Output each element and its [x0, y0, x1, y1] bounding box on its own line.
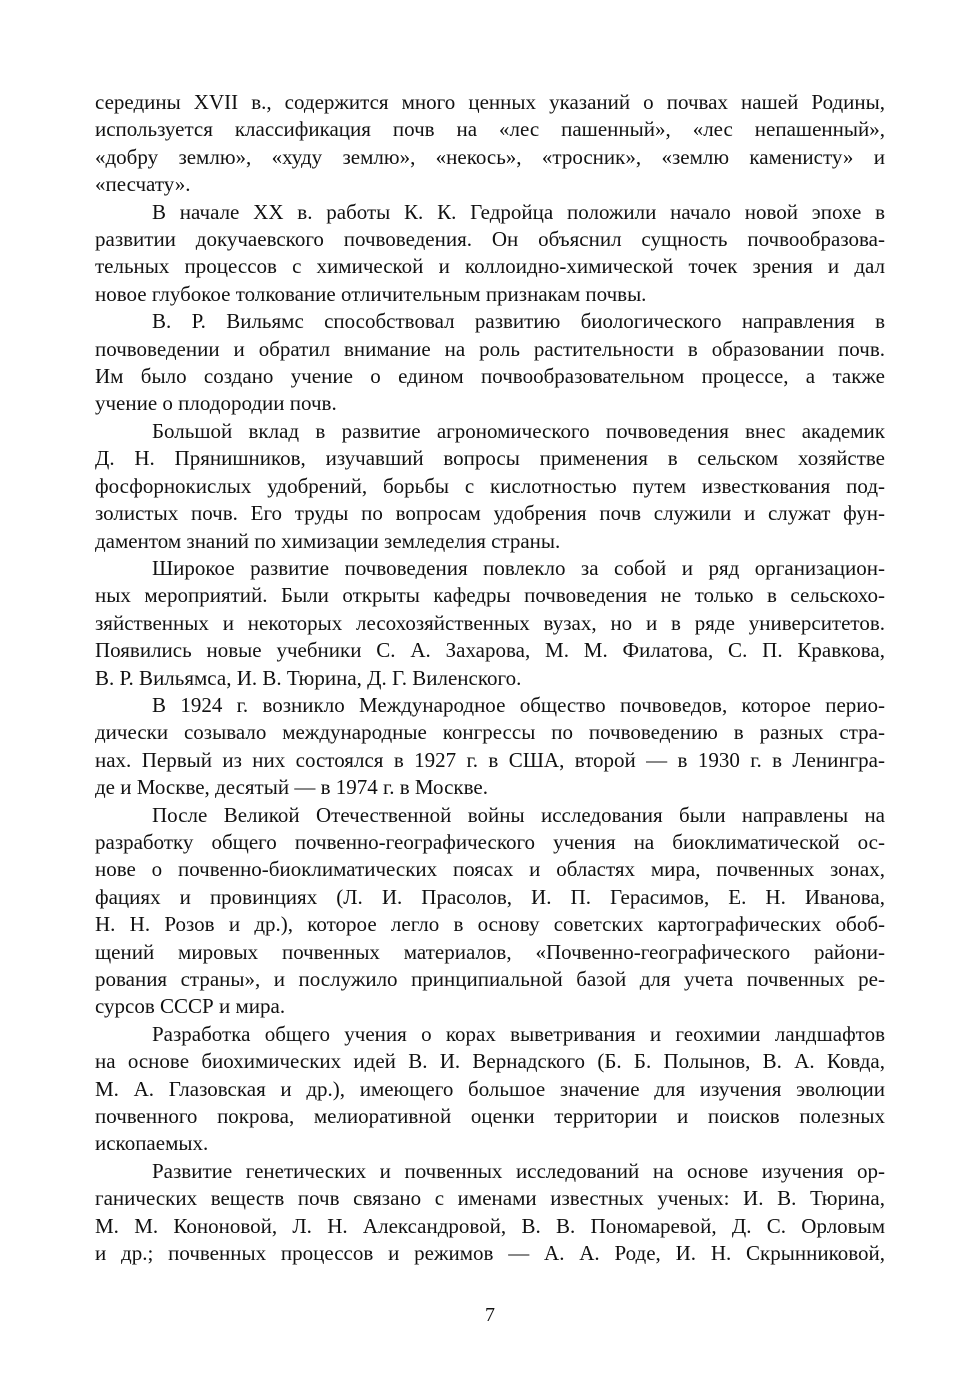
text-line: золистых почв. Его труды по вопросам удобрения почв служили и служат фун-	[95, 501, 885, 526]
paragraph	[95, 1158, 885, 1268]
text-line: М. М. Кононовой, Л. Н. Александровой, В. В. Пономаревой, Д. С. Орловым	[95, 1213, 885, 1238]
text-line: учение о плодородии почв.	[95, 391, 337, 416]
text-line: Большой вклад в развитие агрономического почвоведения внес академик	[152, 418, 885, 443]
text-line: используется классификация почв на «лес пашенный», «лес непашенный»,	[95, 117, 885, 142]
text-line: Н. Н. Розов и др.), которое легло в основу советских картографических обоб-	[95, 912, 885, 937]
text-line: нах. Первый из них состоялся в 1927 г. в США, второй — в 1930 г. в Ленингра-	[95, 747, 885, 772]
text-line: «добру землю», «худу землю», «некось», «тросник», «землю каменисту» и	[95, 144, 885, 169]
text-line: Им было создано учение о едином почвообразовательном процессе, а также	[95, 364, 885, 389]
text-line: на основе биохимических идей В. И. Вернадского (Б. Б. Полынов, В. А. Ковда,	[95, 1049, 885, 1074]
paragraph	[95, 802, 885, 1021]
text-line: Д. Н. Прянишников, изучавший вопросы применения в сельском хозяйстве	[95, 446, 885, 471]
text-line: фосфорнокислых удобрений, борьбы с кислотностью путем известкования под-	[95, 473, 885, 498]
text-line: почвенного покрова, мелиоративной оценки территории и поисков полезных	[95, 1104, 885, 1129]
text-line: рования страны», и послужило принципиальной базой для учета почвенных ре-	[95, 967, 885, 991]
text-line: зяйственных и некоторых лесохозяйственных вузах, но и в ряде университетов.	[95, 610, 885, 635]
text-line: дически созывало международные конгрессы по почвоведению в разных стра-	[95, 720, 885, 745]
text-line: Появились новые учебники С. А. Захарова, М. М. Филатова, С. П. Кравкова,	[95, 638, 885, 663]
text-line: сурсов СССР и мира.	[95, 994, 286, 1019]
page-number: 7	[485, 1304, 495, 1326]
paragraph	[95, 418, 885, 555]
text-line: фациях и провинциях (Л. И. Прасолов, И. П. Герасимов, Е. Н. Иванова,	[95, 884, 885, 909]
paragraph	[95, 692, 885, 802]
text-line: середины XVII в., содержится много ценных указаний о почвах нашей Родины,	[95, 90, 885, 114]
text-line: М. А. Глазовская и др.), имеющего большое значение для изучения эволюции	[95, 1076, 885, 1101]
text-line: В 1924 г. возникло Международное общество почвоведов, которое перио-	[152, 692, 885, 717]
text-line: и др.; почвенных процессов и режимов — А. А. Роде, И. Н. Скрынниковой,	[95, 1241, 885, 1266]
text-line: В. Р. Вильямс способствовал развитию биологического направления в	[152, 309, 885, 334]
text-line: В начале XX в. работы К. К. Гедройца положили начало новой эпохе в	[152, 199, 885, 224]
paragraph	[95, 308, 885, 418]
body-text	[95, 89, 885, 1267]
text-line: де и Москве, десятый — в 1974 г. в Москве.	[95, 775, 488, 800]
text-line: тельных процессов с химической и коллоидно-химической точек зрения и дал	[95, 254, 885, 279]
paragraph	[95, 1021, 885, 1158]
text-line: Широкое развитие почвоведения повлекло за собой и ряд организацион-	[152, 555, 885, 580]
text-line: Развитие генетических и почвенных исследований на основе изучения ор-	[152, 1158, 885, 1183]
text-line: нове о почвенно-биоклиматических поясах и областях мира, почвенных зонах,	[95, 857, 885, 882]
text-line: «песчату».	[95, 172, 191, 197]
text-line: ганических веществ почв связано с именами известных ученых: И. В. Тюрина,	[95, 1186, 885, 1211]
text-line: разработку общего почвенно-географического учения на биоклиматической ос-	[95, 829, 885, 854]
text-line: После Великой Отечественной войны исследования были направлены на	[152, 802, 885, 827]
text-line: ископаемых.	[95, 1131, 209, 1156]
text-line: ных мероприятий. Были открыты кафедры почвоведения не только в сельскохо-	[95, 583, 885, 608]
text-line: почвоведении и обратил внимание на роль растительности в образовании почв.	[95, 336, 885, 361]
paragraph	[95, 199, 885, 309]
text-line: Разработка общего учения о корах выветривания и геохимии ландшафтов	[152, 1021, 885, 1046]
text-line: даментом знаний по химизации земледелия страны.	[95, 528, 561, 553]
paragraph	[95, 89, 885, 199]
text-line: В. Р. Вильямса, И. В. Тюрина, Д. Г. Виленского.	[95, 665, 522, 690]
paragraph	[95, 555, 885, 692]
text-line: щений мировых почвенных материалов, «Почвенно-географического райони-	[95, 939, 885, 964]
text-line: развитии докучаевского почвоведения. Он объяснил сущность почвообразова-	[95, 227, 885, 252]
text-line: новое глубокое толкование отличительным признакам почвы.	[95, 281, 647, 306]
